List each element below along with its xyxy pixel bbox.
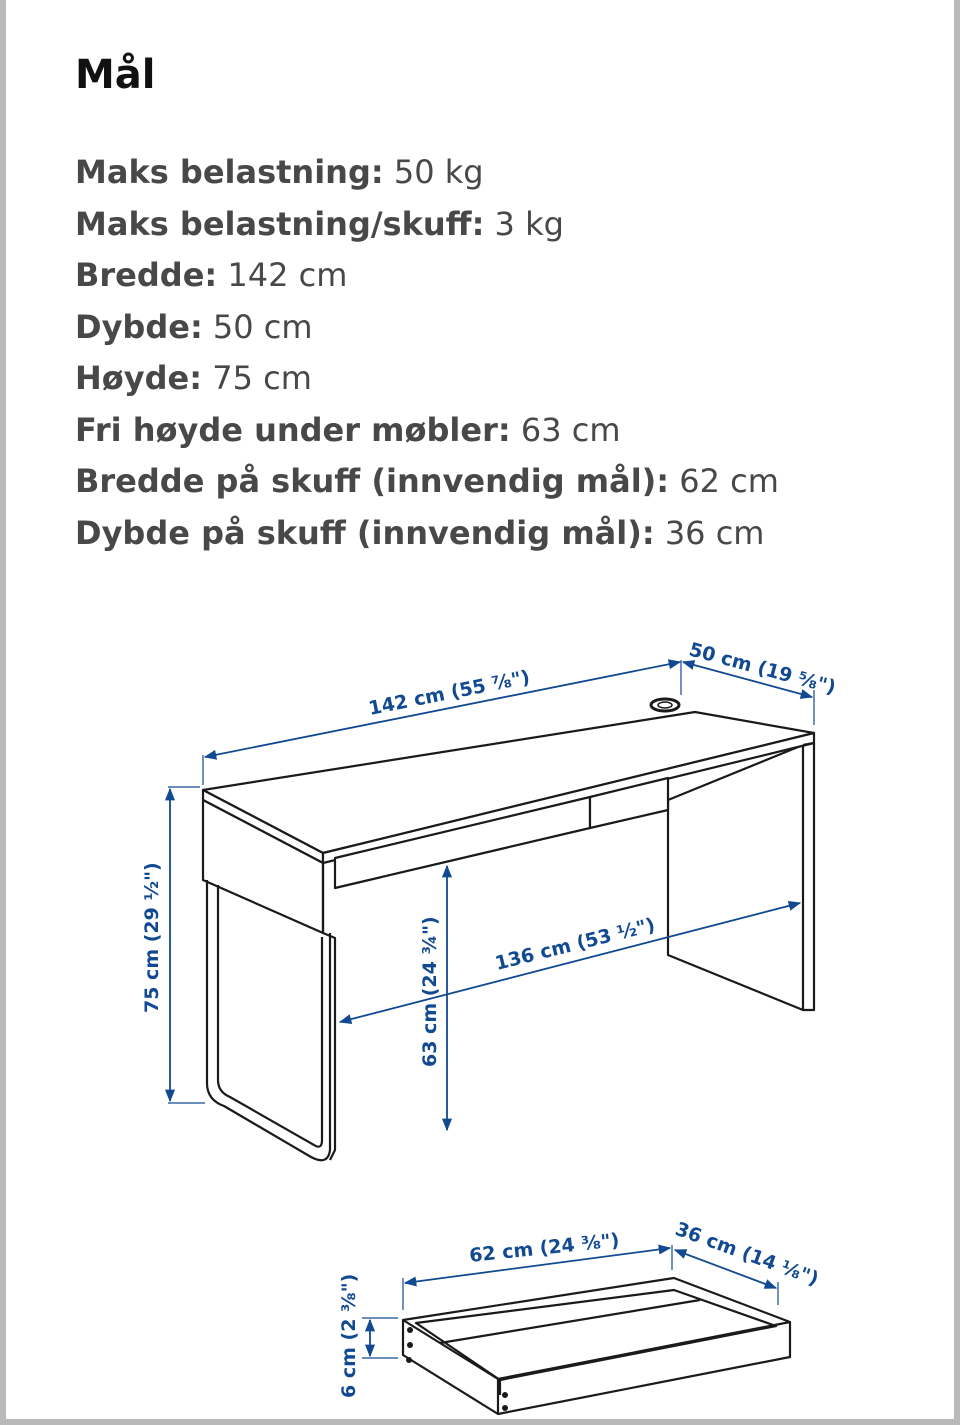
spec-label: Dybde: xyxy=(75,307,203,346)
dim-desk-depth xyxy=(683,639,838,725)
spec-value: 36 cm xyxy=(664,513,765,552)
desk-illustration xyxy=(203,699,814,1160)
spec-label: Maks belastning: xyxy=(75,153,384,191)
spec-label: Dybde på skuff (innvendig mål): xyxy=(75,513,655,552)
spec-label: Bredde: xyxy=(75,256,218,294)
spec-label: Bredde på skuff (innvendig mål): xyxy=(75,462,670,500)
spec-value: 63 cm xyxy=(520,410,621,449)
spec-label: Maks belastning/skuff: xyxy=(75,204,485,243)
spec-value: 62 cm xyxy=(679,462,779,500)
page-title: Mål xyxy=(75,52,156,98)
label-clearance: 63 cm (24 ¾") xyxy=(419,916,441,1067)
spec-value: 75 cm xyxy=(212,359,312,397)
spec-label: Høyde: xyxy=(75,359,203,397)
spec-value: 3 kg xyxy=(494,204,564,243)
spec-value: 50 cm xyxy=(212,307,313,346)
drawer-illustration xyxy=(403,1278,790,1414)
label-desk-depth: 50 cm (19 ⅝") xyxy=(686,638,838,699)
label-inner-width: 136 cm (53 ½") xyxy=(492,913,658,975)
spec-value: 142 cm xyxy=(227,256,348,294)
label-drawer-width: 62 cm (24 ⅜") xyxy=(468,1229,621,1267)
label-drawer-height: 6 cm (2 ⅜") xyxy=(338,1273,360,1398)
dim-drawer-height xyxy=(338,1274,398,1398)
label-drawer-depth: 36 cm (14 ⅛") xyxy=(672,1218,822,1291)
label-desk-width: 142 cm (55 ⅞") xyxy=(366,666,532,720)
dim-desk-height xyxy=(141,787,205,1103)
label-desk-height: 75 cm (29 ½") xyxy=(141,862,163,1013)
spec-value: 50 kg xyxy=(393,153,484,191)
spec-label: Fri høyde under møbler: xyxy=(75,410,511,449)
